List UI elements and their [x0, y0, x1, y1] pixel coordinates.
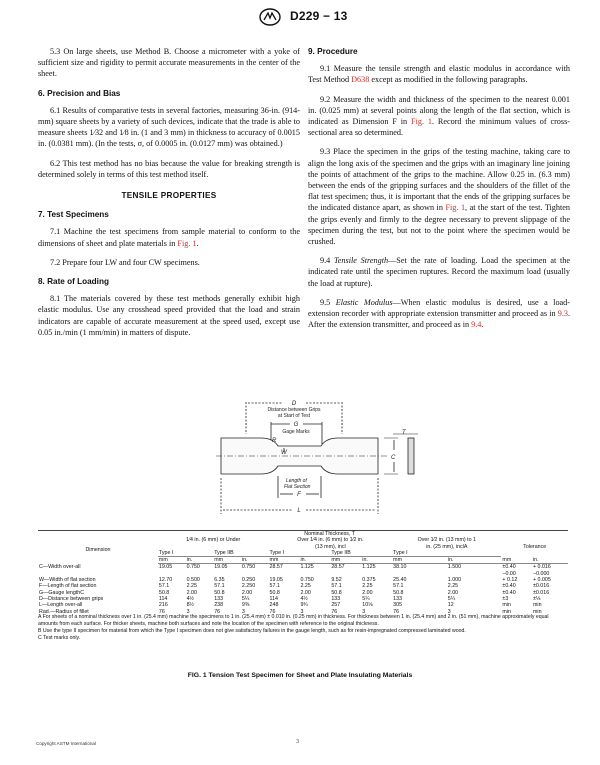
table-cell: 12: [447, 602, 454, 609]
table-cell: 2.25: [186, 583, 197, 590]
table-cell: 2.00: [186, 589, 197, 596]
table-caption: Nominal Thickness, T: [304, 531, 356, 537]
table-cell: ±0.40: [502, 583, 516, 590]
table-cell: 9.52: [331, 577, 342, 584]
paragraph-7-1: 7.1 Machine the test specimens from sample material to conform to the dimensions of sheet and plate materials in Fig. 1.: [38, 227, 300, 248]
fig-label-t: T: [402, 430, 406, 436]
table-cell: ±0.016: [532, 589, 550, 596]
table-cell: 57.1: [331, 583, 342, 590]
fig-label-length: Length of: [286, 478, 307, 484]
table-cell: 238: [214, 602, 224, 609]
fig-label-w: W: [281, 450, 287, 456]
table-cell: 257: [331, 602, 341, 609]
table-cell: 25.40: [393, 577, 407, 584]
fig-label-start: at Start of Test: [277, 413, 311, 419]
table-cell: 2.250: [241, 583, 256, 590]
table-cell: 57.1: [214, 583, 225, 590]
table-cell: 5¼: [241, 595, 250, 602]
page-header: [0, 6, 600, 28]
table-cell: ±0.40: [502, 589, 516, 596]
table-cell: 50.8: [393, 589, 404, 596]
table-cell: 2.00: [447, 589, 459, 596]
row-label: Rad.—Radius of fillet: [39, 608, 89, 615]
fig-1-link[interactable]: Fig. 1: [445, 203, 466, 213]
table-cell: min: [502, 608, 511, 615]
paragraph-9-3: 9.3 Place the specimen in the grips of the testing machine, taking care to align the long axis of the specimen and the grips with an imaginary line joining the points of attachment of the grips to the machine. Allow 0.25 in. (6.3 mm) between the ends of the gripping surfaces and the shoulders of the fillet of the flat test specimen; thus, it is important that the ends of the gripping surfaces be the indicated distance apart, as shown in Fig. 1, at the start of the test. Tighten the grips evenly and firmly to the degree necessary to prevent slippage of the specimen during the test, but not to the point where the specimen would be crushed.: [308, 147, 570, 247]
table-cell: 4½: [186, 595, 194, 602]
table-cell: 0.750: [186, 564, 200, 571]
heading-test-specimens: 7. Test Specimens: [38, 210, 109, 220]
table-cell: 0.375: [362, 577, 376, 584]
table-cell: + 0.016: [532, 564, 551, 571]
row-label: D—Distance between grips: [39, 595, 104, 602]
type-1-header: Type I: [158, 550, 213, 557]
table-cell: −0.00: [502, 570, 516, 577]
table-cell: −0.000: [532, 570, 550, 577]
table-cell: ±⅛: [532, 595, 541, 602]
unit-row: mm in. mm in. mm in. mm in. mm in. mm in.: [38, 557, 568, 564]
table-cell: 0.500: [186, 577, 200, 584]
table-cell: 50.8: [214, 589, 225, 596]
table-cell: 2.25: [362, 583, 373, 590]
table-cell: ±0.40: [502, 564, 516, 571]
table-cell: 9⅜: [241, 602, 250, 609]
heading-precision-bias: 6. Precision and Bias: [38, 88, 121, 98]
row-label: L—Length over-all: [39, 602, 83, 609]
section-9-4-link[interactable]: 9.4: [471, 320, 482, 330]
fig-label-f: F: [297, 492, 301, 498]
col-dimension: Dimension: [85, 547, 111, 554]
table-cell: 1.000: [447, 577, 462, 584]
table-cell: 2.00: [241, 589, 253, 596]
col-tolerance: Tolerance: [523, 543, 547, 550]
table-cell: 133: [393, 595, 403, 602]
fig-1-link[interactable]: Fig. 1: [177, 238, 197, 248]
table-cell: 76: [331, 608, 338, 615]
table-cell: ±3: [502, 595, 509, 602]
table-cell: 216: [158, 602, 168, 609]
section-title-tensile: TENSILE PROPERTIES: [121, 191, 217, 201]
d638-link[interactable]: D638: [351, 75, 370, 85]
page-number: 3: [296, 739, 299, 745]
table-cell: 3: [447, 608, 451, 615]
row-label: G—Gauge lengthC: [39, 589, 85, 596]
table-cell: 1.500: [447, 564, 462, 571]
footnote-a: A For sheets of a nominal thickness over 1 in. (25.4 mm) machine the specimens to 1 in. (25.4 mm) ± 0.010 in. (0.25 mm) in thickness. For thickness between 1 in. (25.4 mm) and 2 in. (51 mm), machine approximately equal amounts from each surface. For thicker sheets, machine both surfaces and note the location of the specimen with reference to the original thickness.: [38, 614, 549, 627]
table-cell: 114: [158, 595, 168, 602]
table-cell: 248: [269, 602, 279, 609]
table-cell: 19.05: [158, 564, 173, 571]
document-designation: D229 − 13: [290, 9, 348, 23]
table-cell: 5¼: [447, 595, 456, 602]
paragraph-8-1: 8.1 The materials covered by these test methods generally exhibit high elastic modulus. Use any crosshead speed provided that the load and strain indicators are capable of accurate measurement at the speed used, except use 0.05 in./min (1 mm/min) in matters of dispute.: [38, 294, 300, 337]
fig-label-r: R: [272, 438, 277, 444]
fig-label-g: G: [293, 422, 299, 428]
table-cell: 9¾: [300, 602, 308, 609]
group-under-quarter: 1⁄4 in. (6 mm) or Under: [186, 537, 241, 544]
table-cell: 1.125: [362, 564, 376, 571]
table-cell: 133: [331, 595, 341, 602]
copyright-notice: Copyright ASTM International: [36, 741, 97, 746]
group-half-one: Over 1⁄2 in. (13 mm) to 1 in. (25 mm), inclA: [417, 537, 476, 550]
table-cell: 76: [214, 608, 221, 615]
type-1-header: Type I: [269, 550, 331, 557]
table-cell: 305: [393, 602, 403, 609]
fig-label-c: C: [391, 455, 396, 461]
table-cell: 19.05: [214, 564, 228, 571]
table-row: [38, 564, 568, 571]
table-cell: 57.1: [393, 583, 404, 590]
table-cell: 28.57: [269, 564, 283, 571]
paragraph-9-5: 9.5 Elastic Modulus—When elastic modulus is desired, use a load-extension recorder with appropriate extension transmitter and proceed as in 9.3. After the extension transmitter, and proceed as in 9.4.: [308, 297, 570, 330]
table-cell: 1.125: [300, 564, 314, 571]
fig-label-d: D: [291, 401, 297, 407]
table-cell: 0.750: [300, 577, 314, 584]
table-cell: 76: [158, 608, 165, 615]
paragraph-6-2: 6.2 This test method has no bias because the value for breaking strength is determined solely in terms of this test method itself.: [38, 158, 300, 179]
paragraph-5-3: 5.3 On large sheets, use Method B. Choose a micrometer with a yoke of sufficient size and rigidity to permit accurate measurements in the center of the sheet.: [38, 47, 300, 79]
fig-label-l: L: [297, 508, 301, 514]
table-cell: min: [532, 602, 542, 609]
type-1-header: Type I: [392, 550, 501, 557]
table-cell: min: [502, 602, 511, 609]
table-cell: 6.35: [214, 577, 225, 584]
paragraph-9-4: 9.4 Tensile Strength—Set the rate of loading. Load the specimen at the indicated rate until the specimen ruptures. Record the maximum load (usually the load at rupture).: [308, 256, 570, 288]
footnote-c: C Test marks only.: [38, 634, 81, 641]
row-label: F—Length of flat section: [39, 583, 97, 590]
table-cell: 19.05: [269, 577, 283, 584]
table-cell: ±0.016: [532, 583, 550, 590]
table-cell: 3: [186, 608, 190, 615]
table-cell: 50.8: [158, 589, 170, 596]
table-cell: 10⅛: [362, 602, 373, 609]
table-cell: 57.1: [158, 583, 170, 590]
table-cell: 0.750: [241, 564, 256, 571]
fig-1-link[interactable]: Fig. 1: [411, 117, 432, 127]
table-cell: 114: [269, 595, 278, 602]
table-cell: + 0.12: [502, 577, 518, 584]
table-cell: 0.250: [241, 577, 256, 584]
table-cell: 2.00: [362, 589, 373, 596]
table-cell: 12.70: [158, 577, 173, 584]
table-cell: 50.8: [331, 589, 342, 596]
table-cell: 3: [241, 608, 245, 615]
fig-label-gage: Gage Marks: [282, 429, 310, 435]
table-cell: 3: [300, 608, 304, 615]
table-cell: 5¼: [362, 595, 370, 602]
paragraph-7-2: 7.2 Prepare four LW and four CW specimens.: [50, 257, 200, 267]
table-cell: 2.25: [447, 583, 459, 590]
footnote-b: B Use the type II specimen for material from which the Type I specimen does not give satisfactory failures in the gauge length, such as for resin-impregnated compressed laminated wood.: [38, 627, 466, 634]
table-cell: 76: [393, 608, 400, 615]
dimensions-table: [38, 530, 568, 615]
fig-label-distance: Distance between Grips: [267, 407, 321, 413]
row-label: C—Width over-all: [39, 563, 81, 570]
row-label: W—Width of flat section: [39, 577, 96, 584]
paragraph-9-1: 9.1 Measure the tensile strength and elastic modulus in accordance with Test Method D638 except as modified in the following paragraphs.: [308, 64, 570, 85]
paragraph-6-1: 6.1 Results of comparative tests in several factories, measuring 36-in. (914-mm) square sheets by a variety of such devices, indicate that the trade is able to measure sheets 1⁄32 and 1⁄8 in. (1 and 3 mm) in thickness to accuracy of 0.0015 in. (0.0381 mm). (In the tests, σ, of 0.0005 in. (0.0127 mm) was obtained.): [38, 105, 300, 149]
group-quarter-half: Over 1⁄4 in. (6 mm) to 1⁄2 in. (13 mm), incl: [297, 537, 364, 550]
table-cell: 57.1: [269, 583, 280, 590]
table-cell: 2.00: [300, 589, 311, 596]
heading-rate-of-loading: 8. Rate of Loading: [38, 277, 109, 287]
table-cell: + 0.005: [532, 577, 551, 584]
table-cell: 76: [269, 608, 276, 615]
heading-procedure: 9. Procedure: [308, 47, 358, 56]
type-2-header: Type IIB: [213, 550, 268, 557]
left-column: [38, 46, 300, 346]
right-column: [308, 46, 570, 338]
fig-label-flat: Flat Section: [284, 484, 311, 490]
table-cell: 133: [214, 595, 224, 602]
table-cell: 28.57: [331, 564, 345, 571]
table-cell: 38.10: [393, 564, 407, 571]
section-9-3-link[interactable]: 9.3: [557, 309, 568, 319]
figure-caption: FIG. 1 Tension Test Specimen for Sheet and Plate Insulating Materials: [187, 672, 413, 679]
type-2-header: Type IIB: [330, 550, 392, 557]
table-cell: min: [532, 608, 542, 615]
tension-specimen-diagram: [38, 394, 568, 524]
table-cell: 3: [362, 608, 366, 615]
astm-logo-icon: [259, 8, 281, 26]
table-cell: 50.8: [269, 589, 280, 596]
table-footnotes: [38, 614, 568, 642]
table-cell: 8½: [186, 602, 194, 609]
table-cell: 2.25: [300, 583, 311, 590]
table-cell: 4½: [300, 595, 308, 602]
paragraph-9-2: 9.2 Measure the width and thickness of the specimen to the nearest 0.001 in. (0.025 mm) at several points along the length of the flat section, which is indicated as Dimension F in Fig. 1. Record the minimum values of cross-sectional area so determined.: [308, 94, 570, 138]
